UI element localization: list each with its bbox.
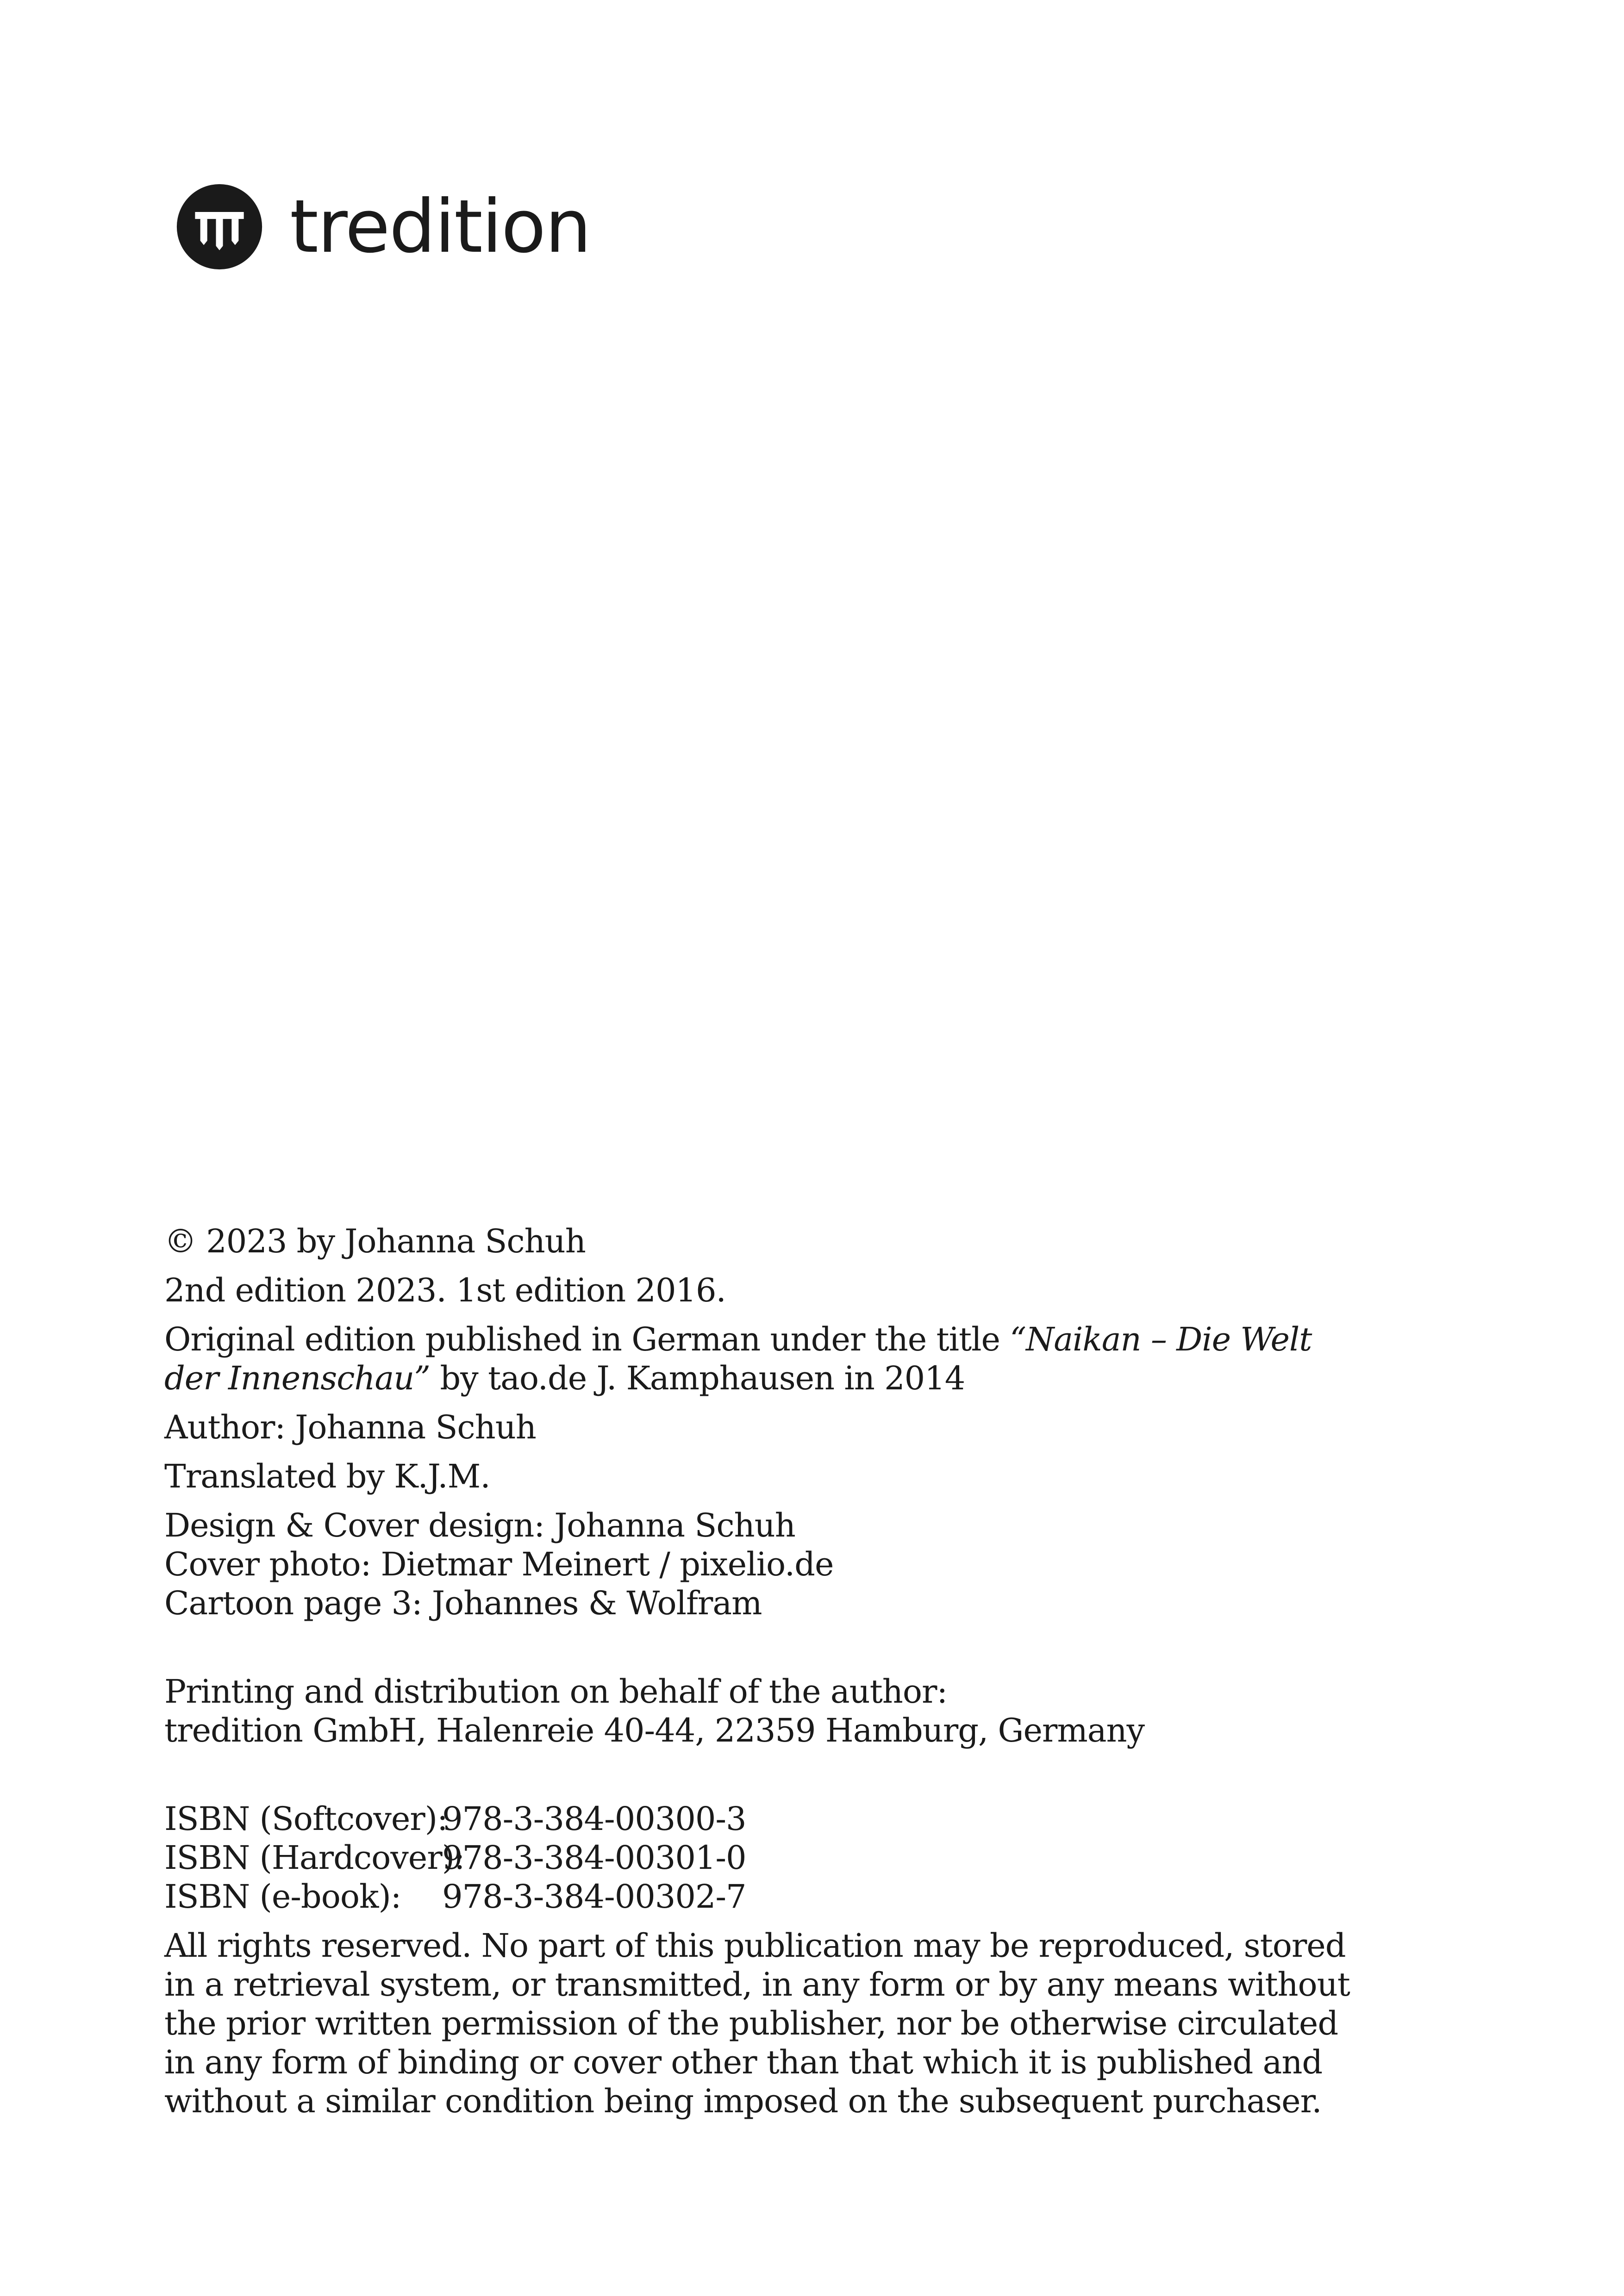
publisher-address: tredition GmbH, Halenreie 40-44, 22359 Hamburg, Germany (164, 1711, 1145, 1749)
original-edition-note (164, 1320, 1368, 1398)
logo-wordmark: tredition (290, 184, 591, 269)
publisher-logo (176, 180, 591, 273)
rights-notice: All rights reserved. No part of this publication may be reproduced, stored in a retrieval system, or transmitted, in any form or by any means without the prior written permission of the publisher, nor be otherwise circulated in any form of binding or cover other than that which it is published and without a similar condition being imposed on the subsequent purchaser. (164, 1927, 1350, 2120)
original-title: “Naikan – Die Welt der Innenschau” (164, 1320, 1312, 1397)
isbn-ebook (164, 1877, 1368, 1916)
cartoon-credit: Cartoon page 3: Johannes & Wolfram (164, 1584, 762, 1622)
isbn-label: ISBN (Softcover): (164, 1800, 448, 1838)
isbn-value: 978-3-384-00300-3 (442, 1800, 746, 1838)
original-edition-suffix: by tao.de J. Kamphausen in 2014 (430, 1359, 965, 1397)
edition-line: 2nd edition 2023. 1st edition 2016. (164, 1271, 726, 1309)
isbn-value: 978-3-384-00301-0 (442, 1839, 746, 1877)
isbn-softcover (164, 1799, 1368, 1838)
original-edition-prefix: Original edition published in German under the title (164, 1320, 1010, 1358)
translator-line: Translated by K.J.M. (164, 1457, 490, 1495)
copyright-line: © 2023 by Johanna Schuh (164, 1222, 586, 1260)
tredition-logo-icon (176, 183, 263, 270)
author-line: Author: Johanna Schuh (164, 1408, 536, 1446)
printing-note: Printing and distribution on behalf of the author: (164, 1673, 948, 1711)
isbn-label: ISBN (Hardcover): (164, 1839, 465, 1877)
isbn-value: 978-3-384-00302-7 (442, 1878, 746, 1916)
isbn-hardcover (164, 1838, 1368, 1877)
imprint-block (164, 1222, 1368, 2121)
design-credit: Design & Cover design: Johanna Schuh (164, 1506, 795, 1544)
cover-photo-credit: Cover photo: Dietmar Meinert / pixelio.de (164, 1545, 834, 1583)
isbn-label: ISBN (e-book): (164, 1878, 401, 1916)
